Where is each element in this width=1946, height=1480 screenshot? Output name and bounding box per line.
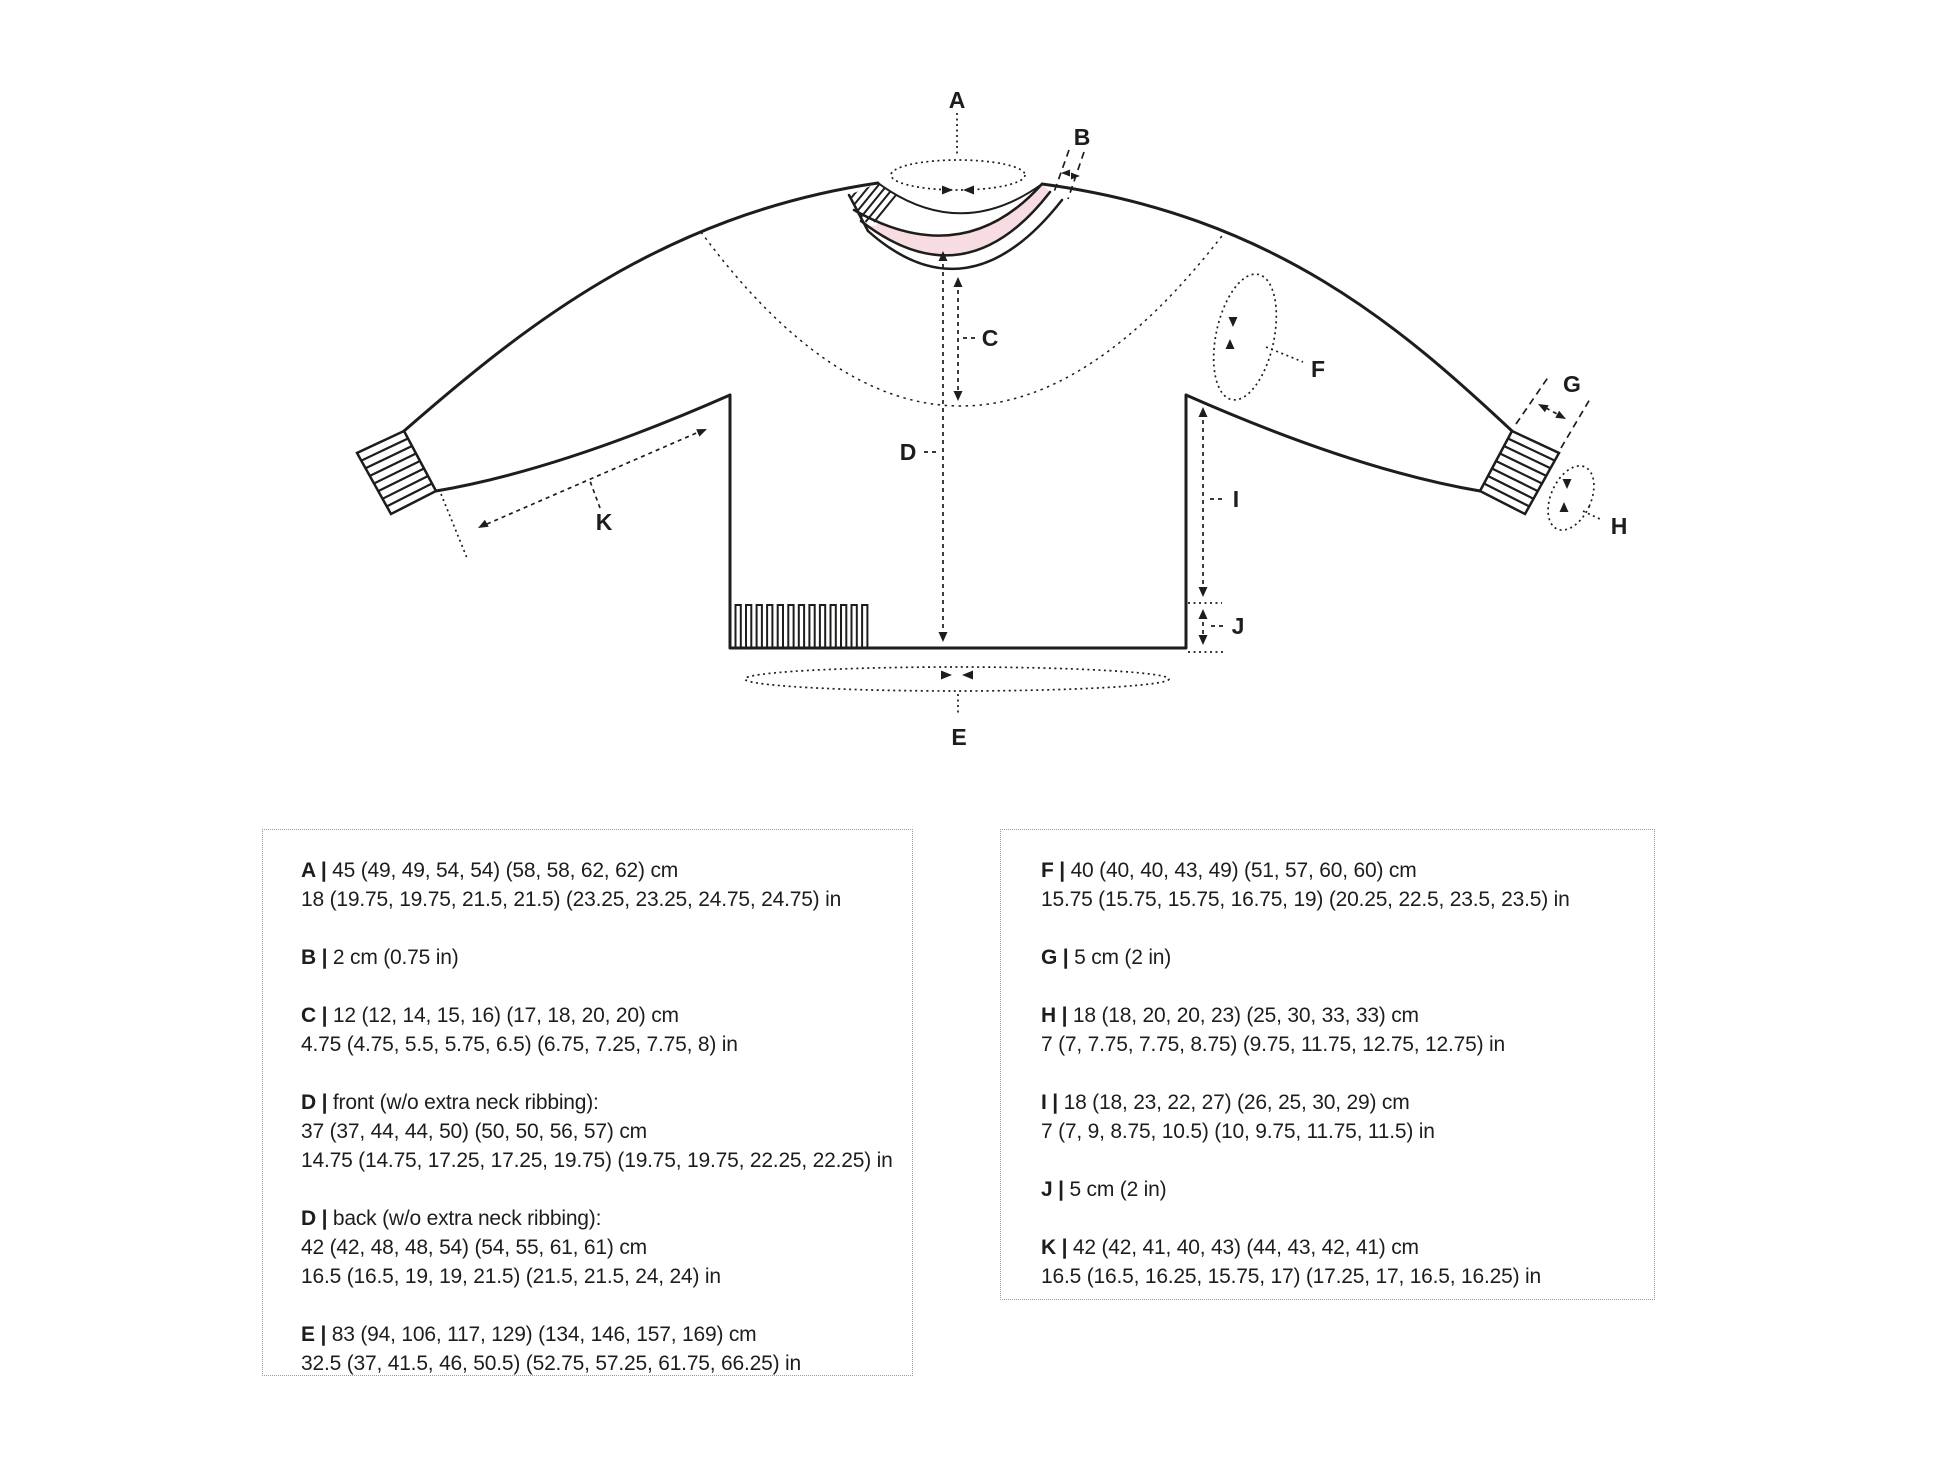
measurement-entry [1041, 1088, 1642, 1146]
measure-k [441, 429, 707, 558]
measurement-key: A | [301, 859, 333, 882]
measurement-entry [301, 1001, 900, 1059]
label-j: J [1231, 613, 1245, 639]
measurement-key: G | [1041, 946, 1075, 969]
measure-j [1188, 609, 1244, 652]
yoke-dashed-curve [701, 232, 1225, 406]
label-g: G [1563, 371, 1581, 397]
measurements-box-left [262, 829, 913, 1376]
measurement-line: 7 (7, 7.75, 7.75, 8.75) (9.75, 11.75, 12.75, 12.75) in [1041, 1033, 1505, 1056]
left-sleeve-top-edge [404, 183, 878, 431]
measurement-line: 32.5 (37, 41.5, 46, 50.5) (52.75, 57.25, 61.75, 66.25) in [301, 1352, 801, 1375]
left-cuff-ribbing [361, 439, 432, 507]
measurement-line: 4.75 (4.75, 5.5, 5.75, 6.5) (6.75, 7.25, 7.75, 8) in [301, 1033, 738, 1056]
neck-circumference-ellipse [891, 160, 1025, 190]
measurement-line: B | 2 cm (0.75 in) [301, 946, 459, 969]
measurement-line: K | 42 (42, 41, 40, 43) (44, 43, 42, 41) cm [1041, 1236, 1419, 1259]
measurement-entry [301, 856, 900, 914]
measurement-entry [301, 1088, 900, 1175]
measurement-line: E | 83 (94, 106, 117, 129) (134, 146, 157, 169) cm [301, 1323, 757, 1346]
measurement-key: H | [1041, 1004, 1073, 1027]
measurement-line: D | back (w/o extra neck ribbing): [301, 1207, 602, 1230]
measurement-line: I | 18 (18, 23, 22, 27) (26, 25, 30, 29) cm [1041, 1091, 1410, 1114]
label-c: C [981, 325, 999, 351]
measure-h [1539, 459, 1627, 539]
measurement-key: D | [301, 1207, 333, 1230]
measurement-entry [1041, 943, 1642, 972]
measure-i [1188, 407, 1239, 603]
measurement-entry [301, 1204, 900, 1291]
hem-ribbing [736, 605, 868, 648]
measurements-box-right [1000, 829, 1655, 1300]
measurement-key: C | [301, 1004, 333, 1027]
left-sleeve-bottom-edge [436, 395, 730, 491]
measurement-line: 42 (42, 48, 48, 54) (54, 55, 61, 61) cm [301, 1236, 647, 1259]
measure-c [954, 277, 999, 401]
label-i: I [1232, 486, 1240, 512]
neckband [806, 160, 1062, 269]
label-h: H [1610, 513, 1628, 539]
measurement-key: F | [1041, 859, 1071, 882]
measurement-line: D | front (w/o extra neck ribbing): [301, 1091, 599, 1114]
right-sleeve-top-edge [1042, 184, 1512, 431]
measurement-entry [1041, 1175, 1642, 1204]
label-e: E [951, 724, 967, 750]
label-b: B [1073, 124, 1091, 150]
measurement-entry [1041, 1233, 1642, 1291]
measurement-line: 16.5 (16.5, 16.25, 15.75, 17) (17.25, 17, 16.5, 16.25) in [1041, 1265, 1541, 1288]
label-d: D [899, 439, 917, 465]
body-circumference-ellipse [745, 667, 1169, 691]
measurement-line: J | 5 cm (2 in) [1041, 1178, 1167, 1201]
label-f: F [1310, 356, 1326, 382]
measurement-key: J | [1041, 1178, 1070, 1201]
measurement-line: 18 (19.75, 19.75, 21.5, 21.5) (23.25, 23.25, 24.75, 24.75) in [301, 888, 842, 911]
measure-d [900, 251, 948, 642]
measurement-line: 14.75 (14.75, 17.25, 17.25, 19.75) (19.75, 19.75, 22.25, 22.25) in [301, 1149, 893, 1172]
measure-a [891, 87, 1025, 195]
measurement-line: 37 (37, 44, 44, 50) (50, 50, 56, 57) cm [301, 1120, 647, 1143]
measurement-line: 15.75 (15.75, 15.75, 16.75, 19) (20.25, 22.5, 23.5, 23.5) in [1041, 888, 1570, 911]
measurement-entry [1041, 856, 1642, 914]
measurement-line: C | 12 (12, 14, 15, 16) (17, 18, 20, 20) cm [301, 1004, 679, 1027]
measurement-line: F | 40 (40, 40, 43, 49) (51, 57, 60, 60) cm [1041, 859, 1417, 882]
measurement-line: H | 18 (18, 20, 20, 23) (25, 30, 33, 33) cm [1041, 1004, 1419, 1027]
right-cuff-ribbing [1484, 439, 1555, 507]
measurement-entry [1041, 1001, 1642, 1059]
measurement-key: B | [301, 946, 333, 969]
measurement-entry [301, 943, 900, 972]
measurement-key: D | [301, 1091, 333, 1114]
measurement-entry [301, 1320, 900, 1378]
right-sleeve-bottom-edge [1186, 395, 1480, 491]
label-k: K [595, 509, 613, 535]
measurement-line: A | 45 (49, 49, 54, 54) (58, 58, 62, 62) cm [301, 859, 679, 882]
label-a: A [948, 87, 966, 113]
measure-g [1516, 371, 1590, 448]
measurement-key: K | [1041, 1236, 1073, 1259]
measurement-line: G | 5 cm (2 in) [1041, 946, 1172, 969]
measure-e [745, 667, 1169, 750]
measurement-key: I | [1041, 1091, 1064, 1114]
upper-arm-ellipse [1203, 268, 1286, 405]
measurement-line: 7 (7, 9, 8.75, 10.5) (10, 9.75, 11.75, 11.5) in [1041, 1120, 1435, 1143]
measurement-line: 16.5 (16.5, 19, 19, 21.5) (21.5, 21.5, 24, 24) in [301, 1265, 721, 1288]
measurement-key: E | [301, 1323, 332, 1346]
measure-f [1203, 268, 1325, 405]
